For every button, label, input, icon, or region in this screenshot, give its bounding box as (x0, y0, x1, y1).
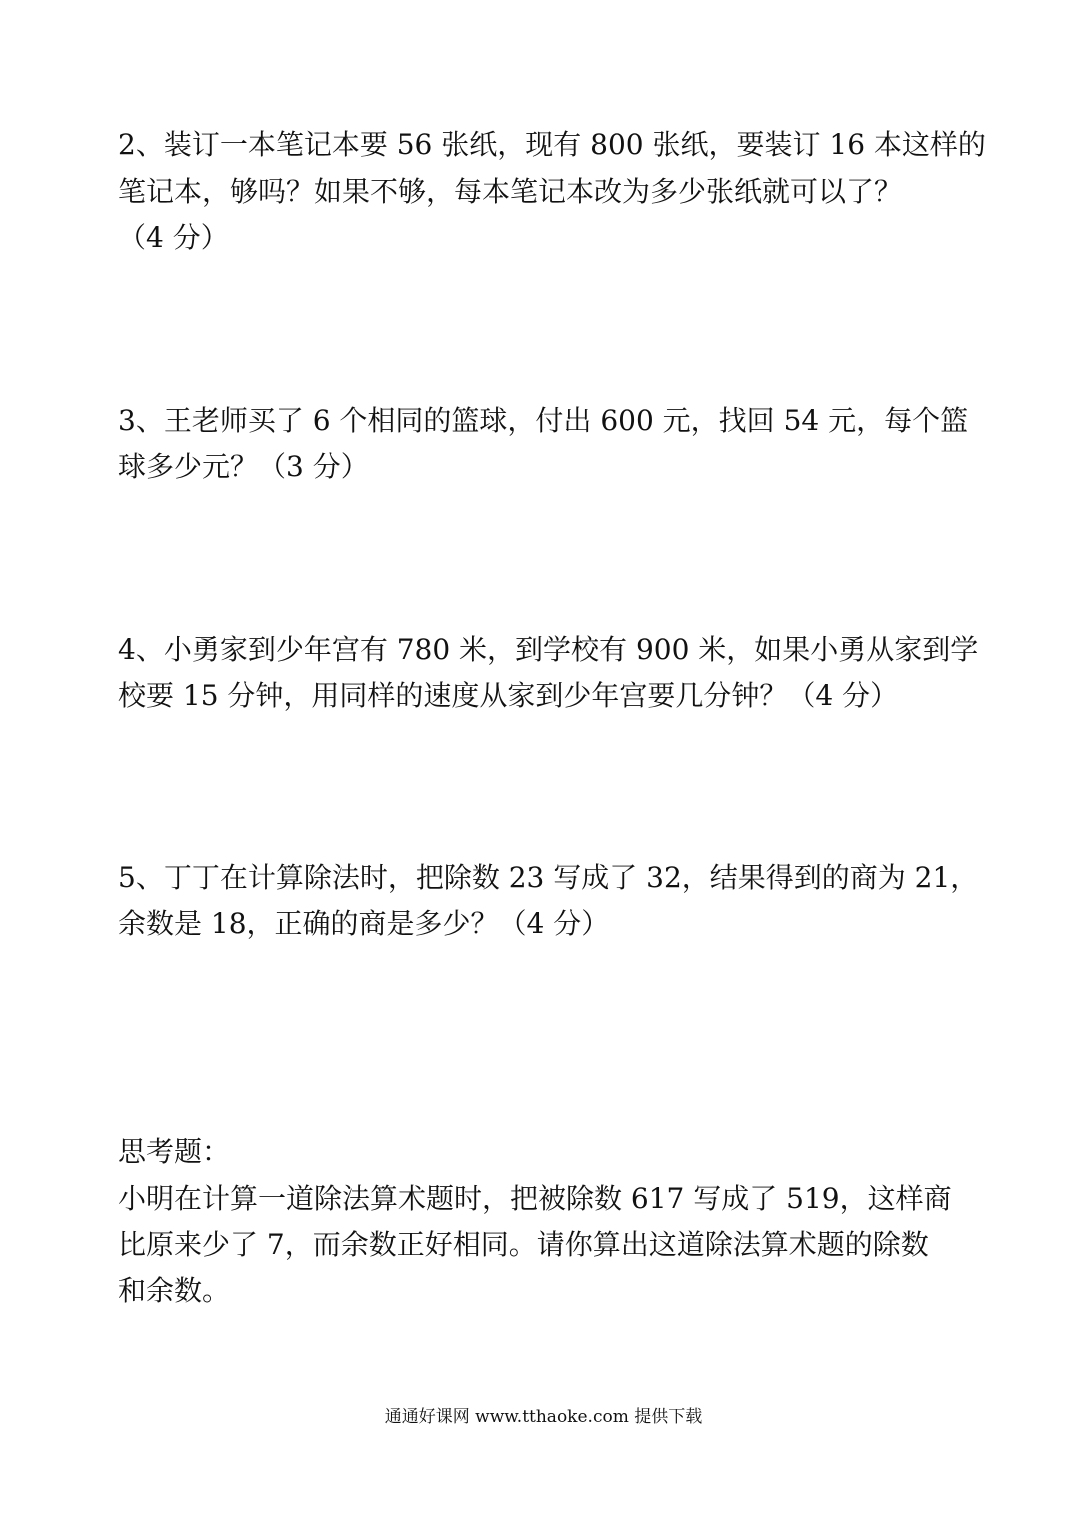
question-2-line-1: 2、装订一本笔记本要 56 张纸，现有 800 张纸，要装订 16 本这样的 (118, 128, 986, 161)
thinking-heading: 思考题： (118, 1135, 231, 1168)
thinking-line-2: 比原来少了 7，而余数正好相同。请你算出这道除法算术题的除数 (118, 1228, 929, 1261)
thinking-line-1: 小明在计算一道除法算术题时，把被除数 617 写成了 519，这样商 (118, 1182, 952, 1215)
question-2-line-3: （4 分） (118, 221, 229, 254)
question-5-line-1: 5、丁丁在计算除法时，把除数 23 写成了 32，结果得到的商为 21， (118, 861, 979, 894)
question-3-line-1: 3、王老师买了 6 个相同的篮球，付出 600 元，找回 54 元，每个篮 (118, 404, 969, 437)
question-4-line-2: 校要 15 分钟，用同样的速度从家到少年宫要几分钟？（4 分） (118, 679, 899, 712)
question-3-line-2: 球多少元？（3 分） (118, 450, 369, 483)
question-5-line-2: 余数是 18，正确的商是多少？（4 分） (118, 907, 610, 940)
page-footer: 通通好课网 www.tthaoke.com 提供下载 (384, 1407, 703, 1427)
thinking-line-3: 和余数。 (118, 1274, 231, 1307)
question-4-line-1: 4、小勇家到少年宫有 780 米，到学校有 900 米，如果小勇从家到学 (118, 633, 979, 666)
question-2-line-2: 笔记本，够吗？如果不够，每本笔记本改为多少张纸就可以了？ (118, 175, 903, 208)
